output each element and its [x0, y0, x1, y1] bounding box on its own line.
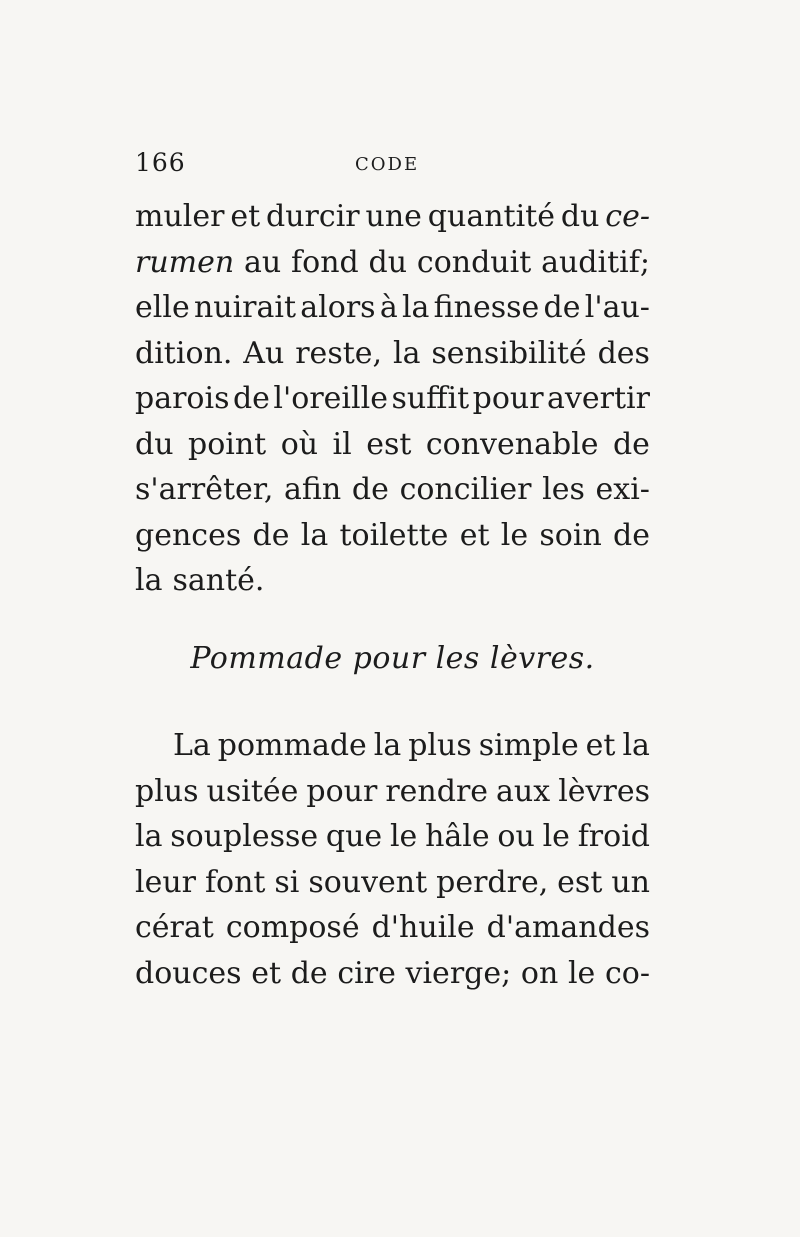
word: où: [280, 426, 319, 462]
word: d'huile: [371, 910, 475, 945]
text-line: [135, 422, 650, 468]
text-line: [135, 331, 650, 377]
text-line: [135, 558, 650, 604]
text-line: [135, 467, 650, 513]
word: du: [368, 244, 408, 280]
word: suffit: [391, 381, 470, 416]
word: parois: [135, 381, 230, 416]
word: afin: [284, 472, 342, 507]
word: de: [612, 426, 650, 462]
paragraph-pommade: [135, 723, 650, 996]
word: l'au-: [584, 290, 650, 325]
word: convenable: [425, 426, 599, 462]
word: alors: [300, 290, 376, 325]
text-line: [135, 905, 650, 951]
section-title: Pommade pour les lèvres.: [190, 641, 595, 676]
word: nuirait: [193, 290, 297, 325]
text-line: [135, 240, 650, 286]
word: de: [351, 472, 389, 507]
word: toilette: [339, 517, 449, 553]
word: est: [557, 864, 603, 900]
word: si: [274, 864, 300, 900]
word: sensibilité: [431, 335, 587, 371]
word: rumen: [135, 244, 235, 280]
running-title: CODE: [355, 154, 420, 175]
word: hâle: [425, 819, 490, 854]
word: avertir: [547, 381, 650, 416]
word: la: [135, 819, 163, 854]
text-line: [135, 860, 650, 906]
word: de: [232, 381, 270, 416]
word: elle: [135, 290, 190, 325]
text-line: [135, 814, 650, 860]
word: d'amandes: [486, 910, 650, 945]
word: s'arrêter,: [135, 472, 274, 507]
word: froid: [577, 819, 650, 854]
word: fond: [291, 244, 359, 280]
word: et: [230, 199, 261, 234]
text-line: [135, 723, 650, 769]
word: que: [325, 819, 383, 854]
word: finesse: [433, 290, 540, 325]
word: exi-: [595, 472, 650, 507]
word: point: [187, 426, 267, 462]
word: douces: [135, 955, 242, 991]
word: de: [613, 517, 650, 553]
word: co-: [604, 955, 650, 991]
word: les: [542, 472, 585, 507]
word: conduit: [416, 244, 532, 280]
word: concilier: [399, 472, 532, 507]
word: usitée: [206, 773, 299, 809]
word: Au: [243, 335, 285, 371]
word: du: [135, 426, 174, 462]
word: cérat: [135, 910, 214, 945]
word: reste,: [295, 335, 383, 371]
word: auditif;: [541, 244, 650, 280]
word: la: [373, 728, 402, 763]
word: souplesse: [170, 819, 319, 854]
word: de: [543, 290, 581, 325]
word: une: [365, 199, 422, 234]
text-line: [135, 285, 650, 331]
word: la: [300, 517, 329, 553]
word: plus: [135, 773, 199, 809]
word: le: [567, 955, 596, 991]
word: soin: [539, 517, 602, 553]
word: de: [252, 517, 290, 553]
word: il: [332, 426, 352, 462]
word: pour: [472, 381, 544, 416]
word: durcir: [266, 199, 360, 234]
text-line: [135, 951, 650, 997]
word: composé: [225, 910, 360, 945]
word: gences: [135, 517, 242, 553]
word: et: [251, 955, 282, 991]
word: quantité: [427, 199, 555, 234]
word: de: [290, 955, 328, 991]
word: souvent: [308, 864, 428, 900]
text-line: [135, 194, 650, 240]
word: lèvres: [558, 773, 650, 809]
word: ou: [497, 819, 535, 854]
word: on: [520, 955, 559, 991]
word: le: [542, 819, 570, 854]
text-line: [135, 769, 650, 815]
word: simple: [478, 728, 579, 763]
word: et: [585, 728, 616, 763]
word: La: [173, 728, 211, 763]
word: leur: [135, 864, 197, 900]
text-line: [135, 513, 650, 559]
word: la: [622, 728, 650, 763]
word: le: [389, 819, 418, 854]
word: pommade: [217, 728, 367, 763]
word: font: [204, 864, 266, 900]
word: l'oreille: [273, 381, 388, 416]
word: muler: [135, 199, 225, 234]
word: pour: [306, 773, 378, 809]
word: la: [135, 563, 163, 598]
word: la: [401, 290, 430, 325]
word: un: [611, 864, 650, 900]
word: rendre: [385, 773, 489, 809]
paragraph-continued: [135, 194, 650, 604]
word: vierge;: [405, 955, 512, 991]
word: du: [560, 199, 600, 234]
word: ce-: [605, 199, 650, 234]
word: cire: [337, 955, 396, 991]
word: au: [244, 244, 282, 280]
word: le: [500, 517, 529, 553]
word: santé.: [172, 563, 265, 598]
word: et: [459, 517, 490, 553]
word: à: [379, 290, 398, 325]
word: aux: [496, 773, 551, 809]
word: la: [392, 335, 421, 371]
word: des: [597, 335, 650, 371]
page-number: 166: [135, 148, 186, 177]
word: dition.: [135, 335, 233, 371]
word: plus: [408, 728, 472, 763]
running-header: [135, 148, 650, 184]
word: perdre,: [436, 864, 549, 900]
word: est: [366, 426, 412, 462]
text-line: [135, 376, 650, 422]
